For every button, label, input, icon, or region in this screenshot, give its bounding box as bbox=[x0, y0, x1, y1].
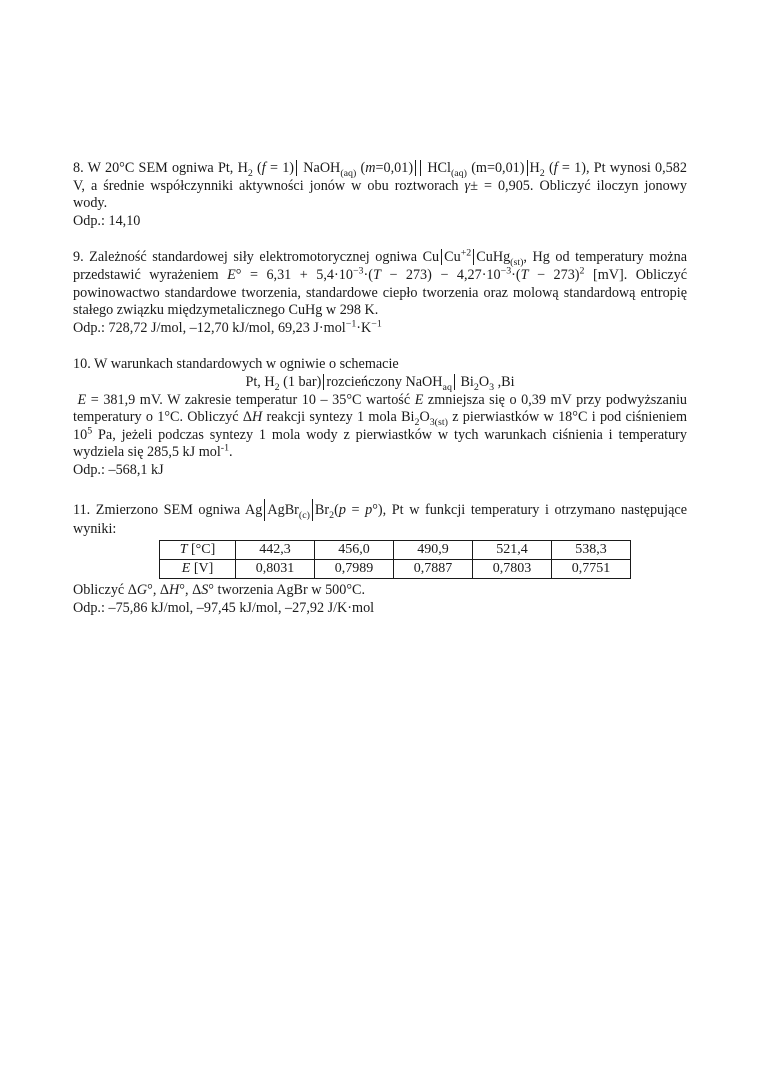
table-cell: 490,9 bbox=[394, 541, 473, 560]
table-cell: 0,7803 bbox=[473, 560, 552, 579]
table-cell: 0,7751 bbox=[552, 560, 631, 579]
phase-boundary bbox=[312, 499, 313, 521]
phase-boundary bbox=[323, 374, 324, 390]
problem-11-text: 11. Zmierzono SEM ogniwa Ag AgBr$_{(c)}$ $Br_2(p = p^\circ)$, Pt w funkcji temperatury i otrzymano następujące wyniki: bbox=[73, 499, 687, 539]
table-row bbox=[160, 560, 631, 579]
measurement-table bbox=[159, 540, 631, 579]
problem-9-answer: Odp.: 728,72 J/mol, –12,70 kJ/mol, 69,23 $J\cdot mol^{-1}\cdot K^{-1}$ bbox=[73, 318, 382, 336]
phase-boundary bbox=[473, 249, 474, 265]
problem-10 bbox=[73, 356, 687, 479]
salt-bridge-left bbox=[415, 160, 416, 176]
cell-schema: Pt, $H_2$ (1 bar) rozcieńczony NaOH$_{aq}$ $Bi_2O_3$ ,Bi bbox=[245, 373, 515, 393]
problem-11-answer: Odp.: –75,86 kJ/mol, –97,45 kJ/mol, –27,92 J/K·mol bbox=[73, 599, 375, 616]
problem-11 bbox=[73, 499, 687, 618]
problem-8 bbox=[73, 160, 687, 230]
problem-10-text: E = 381,9 mV. W zakresie temperatur 10 – 35°C wartość E zmniejsza się o 0,39 mV przy podwyższaniu temperatury o 1°C. Obliczyć ΔH reakcji syntezy 1 mola $Bi_2O_{3(st)}$ z pierwiastków w 18°C i pod ciśnieniem $10^5$ Pa, jeżeli podczas syntezy 1 mola wody z pierwiastków w tych warunkach ciśnienia i temperatury wydziela się 285,5 kJ mol$^{-1}$. bbox=[73, 391, 687, 461]
phase-boundary bbox=[454, 374, 455, 390]
problem-10-title: 10. W warunkach standardowych w ogniwie o schemacie bbox=[73, 356, 399, 373]
problem-10-answer: Odp.: –568,1 kJ bbox=[73, 461, 164, 478]
table-cell: 456,0 bbox=[315, 541, 394, 560]
row-header-e: E [V] bbox=[160, 560, 236, 579]
problem-8-text: 8. W 20°C SEM ogniwa Pt, $H_2$ (f = 1) NaOH$_{(aq)}$ (m=0,01) HCl$_{(aq)}$ (m=0,01) $H_2$ (f = 1), Pt wynosi 0,582 V, a średnie współczynniki aktywności jonów w obu roztworach γ± = 0,905. Obliczyć iloczyn jonowy wody. bbox=[73, 160, 688, 212]
problem-9 bbox=[73, 249, 687, 337]
phase-boundary bbox=[527, 160, 528, 176]
row-header-t: T [°C] bbox=[160, 541, 236, 560]
table-cell: 442,3 bbox=[236, 541, 315, 560]
table-cell: 0,7887 bbox=[394, 560, 473, 579]
problem-8-answer: Odp.: 14,10 bbox=[73, 212, 141, 229]
problem-11-question: Obliczyć ΔG°, ΔH°, ΔS° tworzenia AgBr w 500°C. bbox=[73, 582, 366, 599]
table-cell: 538,3 bbox=[552, 541, 631, 560]
table-cell: 0,8031 bbox=[236, 560, 315, 579]
phase-boundary bbox=[264, 499, 265, 521]
table-row bbox=[160, 541, 631, 560]
phase-boundary bbox=[441, 249, 442, 265]
salt-bridge-right bbox=[420, 160, 421, 176]
phase-boundary bbox=[296, 160, 297, 176]
problem-9-text: 9. Zależność standardowej siły elektromotorycznej ogniwa Cu $Cu^{+2}$ CuHg$_{(st)}$, Hg od temperatury można przedstawić wyrażeniem $E^\circ = 6,31 + 5,4\cdot 10^{-3}\cdot(T - 273) - 4,27\cdot 10^{-3}\cdot(T - 273)^2$ [mV]. Obliczyć powinowactwo standardowe tworzenia, standardowe ciepło tworzenia oraz molową standardową entropię stałego związku międzymetalicznego CuHg w 298 K. bbox=[73, 247, 687, 319]
document-page bbox=[73, 160, 687, 636]
table-cell: 521,4 bbox=[473, 541, 552, 560]
table-cell: 0,7989 bbox=[315, 560, 394, 579]
